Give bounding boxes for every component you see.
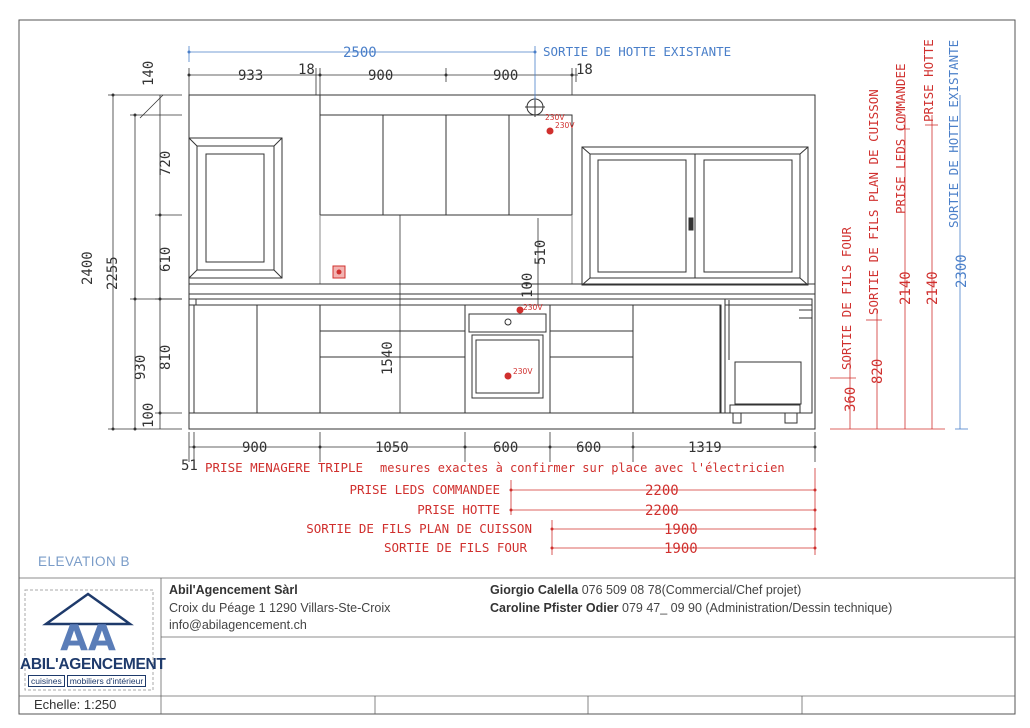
contact-2 [490, 601, 892, 615]
vert-value-360: 360 [843, 386, 859, 412]
blue-dim-2500: 2500 [343, 45, 377, 61]
logo-taglines [28, 676, 148, 686]
top-dim-900b: 900 [493, 68, 519, 84]
company-address: Croix du Péage 1 1290 Villars-Ste-Croix [169, 601, 391, 615]
vert-label-leds: PRISE LEDS COMMANDEE [893, 63, 908, 214]
vert-label-cuisson: SORTIE DE FILS PLAN DE CUISSON [866, 89, 881, 315]
note-hotte-existante: SORTIE DE HOTTE EXISTANTE [543, 44, 732, 59]
top-dim-18a: 18 [298, 62, 315, 78]
dim-2255: 2255 [105, 256, 121, 290]
leader-value-hotte: 2200 [645, 503, 679, 519]
leader-label-leds: PRISE LEDS COMMANDEE [349, 482, 500, 497]
scale-label: Echelle: 1:250 [34, 697, 117, 712]
bottom-dim-900: 900 [242, 440, 268, 456]
contact-1-detail: 076 509 08 78(Commercial/Chef projet) [578, 583, 802, 597]
base-cabinet-3 [550, 305, 633, 413]
note-prise-menagere: PRISE MENAGERE TRIPLE [205, 460, 364, 475]
black-dimension-ticks [112, 74, 817, 449]
bottom-dim-1319: 1319 [688, 440, 722, 456]
dim-100-left: 100 [141, 402, 157, 428]
socket-label-d: 230V [513, 367, 533, 376]
oven-column [465, 305, 550, 413]
socket-label-a: 230V [545, 113, 565, 122]
top-dim-18b: 18 [576, 62, 593, 78]
black-dimension-texts [80, 61, 722, 474]
socket-label-b: 230V [555, 121, 575, 130]
kitchen-elevation [189, 95, 815, 429]
top-dim-900a: 900 [368, 68, 394, 84]
dim-720: 720 [158, 150, 174, 176]
logo-wordmark: ABIL'AGENCEMENT [20, 656, 166, 673]
company-name: Abil'Agencement Sàrl [169, 583, 298, 597]
top-dim-933: 933 [238, 68, 264, 84]
leader-label-cuisson: SORTIE DE FILS PLAN DE CUISSON [306, 521, 532, 536]
socket-markers [333, 128, 554, 380]
bottom-dim-600a: 600 [493, 440, 519, 456]
contact-2-detail: 079 47_ 09 90 (Administration/Dessin technique) [618, 601, 893, 615]
bottom-dim-51: 51 [181, 458, 198, 474]
bottom-dim-600b: 600 [576, 440, 602, 456]
vert-value-2140a: 2140 [898, 271, 914, 305]
socket-icon-hotte [547, 128, 554, 135]
base-cabinet-4 [633, 305, 721, 413]
vert-label-four: SORTIE DE FILS FOUR [839, 227, 854, 370]
socket-label-c: 230V [523, 303, 543, 312]
contact-1-name: Giorgio Calella [490, 583, 579, 597]
left-window [189, 138, 282, 278]
black-dimension-lines [108, 68, 815, 462]
blue-dim-2300: 2300 [954, 254, 970, 288]
vert-value-2140b: 2140 [925, 271, 941, 305]
vert-label-hotte-existante: SORTIE DE HOTTE EXISTANTE [946, 39, 961, 228]
leader-value-four: 1900 [664, 541, 698, 557]
title-block-frame [19, 578, 1015, 714]
dim-2400: 2400 [80, 251, 96, 285]
leader-value-cuisson: 1900 [664, 522, 698, 538]
dim-100-inner: 100 [520, 272, 536, 298]
side-unit [725, 299, 812, 413]
dim-510: 510 [533, 239, 549, 265]
company-email[interactable]: info@abilagencement.ch [169, 618, 307, 632]
contact-2-name: Caroline Pfister Odier [490, 601, 619, 615]
logo-tag-mobiliers: mobiliers d'intérieur [67, 675, 146, 687]
bottom-dim-1050: 1050 [375, 440, 409, 456]
dim-810: 810 [158, 344, 174, 370]
svg-text:AA: AA [60, 618, 116, 659]
leader-label-four: SORTIE DE FILS FOUR [384, 540, 527, 555]
socket-icon-oven [505, 373, 512, 380]
logo-tag-cuisines: cuisines [28, 675, 65, 687]
vert-label-hotte: PRISE HOTTE [921, 39, 936, 122]
right-window [582, 147, 808, 285]
contact-1 [490, 583, 801, 597]
view-title: ELEVATION B [38, 554, 131, 569]
vert-value-820: 820 [870, 358, 886, 384]
dim-1540: 1540 [380, 341, 396, 375]
leader-label-hotte: PRISE HOTTE [417, 502, 500, 517]
note-electricien: mesures exactes à confirmer sur place avec l'électricien [380, 461, 785, 475]
dim-930: 930 [133, 354, 149, 380]
dim-610: 610 [158, 246, 174, 272]
dim-140: 140 [141, 60, 157, 86]
leader-value-leds: 2200 [645, 483, 679, 499]
